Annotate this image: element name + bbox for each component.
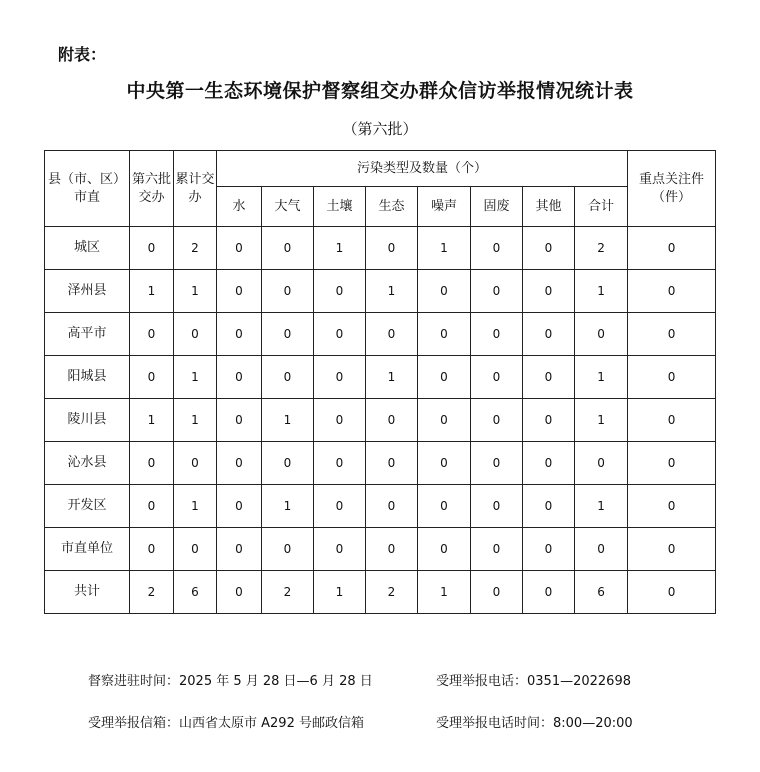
table-cell: 0 [217,399,262,442]
table-cell: 0 [217,356,262,399]
table-cell: 0 [314,313,366,356]
hotline-number: 受理举报电话：0351—2022698 [436,674,631,689]
table-cell: 0 [471,399,523,442]
table-cell: 0 [628,227,716,270]
table-cell: 0 [130,442,174,485]
table-body [45,227,716,614]
table-cell: 0 [523,356,575,399]
table-cell: 0 [217,442,262,485]
table-cell: 0 [471,485,523,528]
table-cell: 0 [628,528,716,571]
table-cell: 1 [262,485,314,528]
table-cell: 0 [628,270,716,313]
row-name: 开发区 [45,485,130,528]
table-cell: 0 [523,528,575,571]
header-pollution-type: 生态 [366,187,418,227]
page-title: 中央第一生态环境保护督察组交办群众信访举报情况统计表 [126,80,634,102]
table-cell: 1 [575,270,628,313]
table-row [45,313,716,356]
table-cell: 0 [217,485,262,528]
table-cell: 0 [575,313,628,356]
table-row [45,485,716,528]
table-cell: 0 [262,313,314,356]
table-cell: 0 [262,528,314,571]
header-key-cases: 重点关注件（件） [628,151,716,227]
table-cell: 6 [174,571,217,614]
table-cell: 0 [523,442,575,485]
table-cell: 2 [130,571,174,614]
table-cell: 1 [174,270,217,313]
table-cell: 0 [523,485,575,528]
table-row [45,356,716,399]
header-pollution-type: 固废 [471,187,523,227]
table-cell: 1 [418,227,471,270]
row-name: 高平市 [45,313,130,356]
table-cell: 0 [471,227,523,270]
table-cell: 0 [174,313,217,356]
table-cell: 0 [174,442,217,485]
table-cell: 0 [130,485,174,528]
table-cell: 0 [471,528,523,571]
table-header [45,151,716,227]
header-pollution-type: 水 [217,187,262,227]
table-cell: 0 [575,442,628,485]
table-cell: 0 [471,571,523,614]
complaint-statistics-table [44,150,716,614]
row-name: 市直单位 [45,528,130,571]
header-pollution-group: 污染类型及数量（个） [217,151,628,187]
table-cell: 0 [628,571,716,614]
row-name: 陵川县 [45,399,130,442]
table-cell: 1 [314,227,366,270]
table-cell: 0 [314,356,366,399]
table-cell: 0 [418,313,471,356]
header-pollution-type: 噪声 [418,187,471,227]
table-cell: 0 [314,399,366,442]
table-cell: 1 [174,356,217,399]
table-cell: 1 [575,399,628,442]
table-cell: 0 [523,227,575,270]
table-cell: 1 [418,571,471,614]
header-batch: 第六批交办 [130,151,174,227]
table-cell: 1 [174,485,217,528]
table-cell: 1 [314,571,366,614]
table-cell: 2 [575,227,628,270]
table-cell: 0 [366,399,418,442]
table-cell: 0 [418,356,471,399]
table-cell: 1 [174,399,217,442]
table-cell: 0 [575,528,628,571]
table-row [45,442,716,485]
header-pollution-type: 土壤 [314,187,366,227]
table-cell: 0 [628,356,716,399]
header-total-assigned: 累计交办 [174,151,217,227]
header-pollution-type: 其他 [523,187,575,227]
inspection-period: 督察进驻时间：2025 年 5 月 28 日—6 月 28 日 [88,674,373,689]
row-name: 阳城县 [45,356,130,399]
table-cell: 1 [366,356,418,399]
table-cell: 0 [130,528,174,571]
table-cell: 0 [471,313,523,356]
table-cell: 1 [262,399,314,442]
table-cell: 2 [262,571,314,614]
table-cell: 0 [366,528,418,571]
table-cell: 1 [575,485,628,528]
mailbox-address: 受理举报信箱：山西省太原市 A292 号邮政信箱 [88,716,364,731]
table-cell: 1 [366,270,418,313]
table-cell: 0 [217,313,262,356]
table-cell: 0 [628,485,716,528]
table-cell: 0 [628,442,716,485]
table-cell: 0 [471,356,523,399]
table-cell: 0 [418,270,471,313]
row-name: 共计 [45,571,130,614]
appendix-label: 附表： [58,45,107,64]
table-row [45,571,716,614]
table-row [45,399,716,442]
table-row [45,227,716,270]
table-cell: 0 [366,227,418,270]
table-cell: 0 [262,356,314,399]
table-cell: 0 [628,399,716,442]
row-name: 城区 [45,227,130,270]
table-cell: 0 [217,528,262,571]
table-cell: 0 [130,227,174,270]
table-cell: 0 [366,485,418,528]
table-cell: 0 [174,528,217,571]
table-cell: 0 [130,356,174,399]
table-cell: 0 [471,270,523,313]
table-cell: 0 [217,227,262,270]
table-row [45,270,716,313]
batch-subtitle: （第六批） [342,120,418,138]
table-cell: 0 [523,270,575,313]
table-cell: 1 [130,270,174,313]
table-cell: 0 [366,442,418,485]
header-pollution-type: 大气 [262,187,314,227]
hotline-hours: 受理举报电话时间：8:00—20:00 [436,716,633,731]
table-cell: 0 [314,485,366,528]
table-row [45,528,716,571]
table-cell: 0 [314,442,366,485]
table-cell: 0 [523,571,575,614]
table-cell: 0 [314,528,366,571]
table-cell: 0 [314,270,366,313]
table-cell: 0 [471,442,523,485]
table-cell: 1 [575,356,628,399]
table-cell: 0 [418,485,471,528]
table-cell: 1 [130,399,174,442]
table-cell: 0 [217,270,262,313]
table-cell: 0 [130,313,174,356]
table-cell: 0 [418,399,471,442]
table-cell: 0 [418,528,471,571]
row-name: 沁水县 [45,442,130,485]
header-county: 县（市、区）市直 [45,151,130,227]
row-name: 泽州县 [45,270,130,313]
table-cell: 6 [575,571,628,614]
header-pollution-type: 合计 [575,187,628,227]
table-cell: 0 [262,270,314,313]
table-cell: 2 [366,571,418,614]
table-cell: 0 [628,313,716,356]
table-cell: 0 [262,227,314,270]
table-cell: 0 [366,313,418,356]
table-cell: 0 [217,571,262,614]
table-cell: 0 [523,399,575,442]
table-cell: 0 [418,442,471,485]
table-cell: 2 [174,227,217,270]
table-cell: 0 [262,442,314,485]
table-cell: 0 [523,313,575,356]
